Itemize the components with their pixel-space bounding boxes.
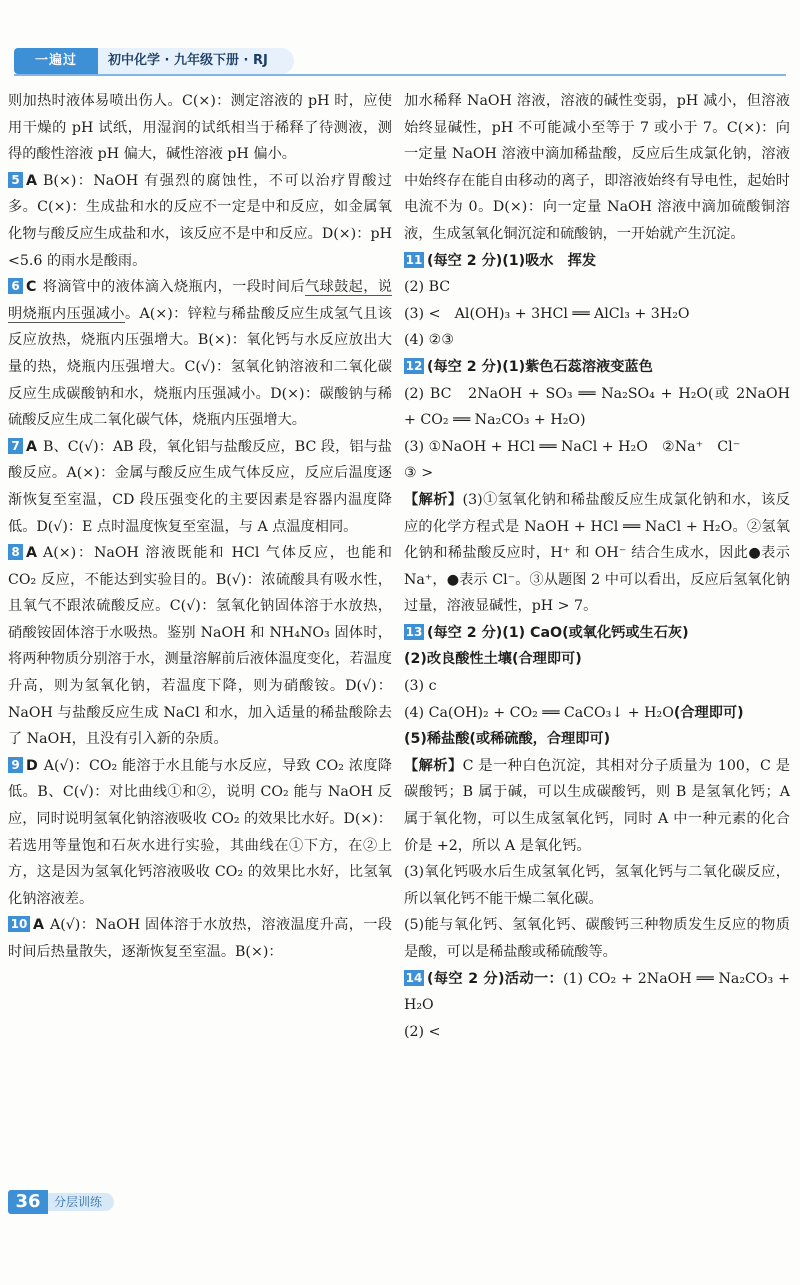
analysis-paragraph: 【解析】C 是一种白色沉淀，其相对分子质量为 100，C 是碳酸钙；B 属于碱，可以生成碳酸钙，则 B 是氢氧化钙；A 属于氧化物，可以生成氢氧化钙，同时 A 中一种元素的化合价是 +2，所以 A 是氧化钙。	[404, 757, 790, 854]
answer-line: (2)改良酸性土壤(合理即可)	[404, 651, 582, 668]
page-header	[14, 44, 786, 78]
answer-line: (3) ①NaOH + HCl ══ NaCl + H₂O ②Na⁺ Cl⁻	[404, 438, 741, 455]
analysis-paragraph: (3)氧化钙吸水后生成氢氧化钙，氢氧化钙与二氧化碳反应，所以氧化钙不能干燥二氧化碳。	[404, 864, 790, 907]
underlined-text: 气球鼓起，说明烧瓶内压强减小	[8, 279, 392, 322]
answer-item-11: 11 (每空 2 分)(1)吸水 挥发	[405, 252, 597, 269]
answer-line: (3) c	[404, 678, 437, 695]
question-number: 12	[405, 358, 423, 373]
brand-logo: 一遍过	[14, 48, 98, 74]
question-number: 6	[8, 278, 23, 294]
answer-choice: D	[26, 757, 38, 774]
answer-choice: A	[26, 172, 37, 189]
answer-choice: A	[26, 545, 37, 562]
answer-item-10: 10 A A(√)：NaOH 固体溶于水放热，溶液温度升高，一段时间后热量散失，逐渐恢复至室温。B(×)：	[8, 917, 392, 960]
question-number: 7	[8, 438, 23, 454]
analysis-paragraph: 【解析】(3)①氢氧化钠和稀盐酸反应生成氯化钠和水，该反应的化学方程式是 NaOH + HCl ══ NaCl + H₂O。②氢氧化钠和稀盐酸反应时，H⁺ 和 OH⁻ 结合生成水，因此●表示 Na⁺，●表示 Cl⁻。③从题图 2 中可以看出，反应后氢氧化钠过量，溶液显碱性，pH > 7。	[404, 491, 790, 615]
page-number: 36	[8, 1190, 48, 1214]
answer-line: (2) <	[404, 1023, 441, 1040]
page-footer	[8, 1190, 208, 1214]
answer-item-8: 8 A A(×)：NaOH 溶液既能和 HCl 气体反应，也能和 CO₂ 反应，不能达到实验目的。B(√)：浓硫酸具有吸水性，且氧气不跟浓硫酸反应。C(√)：氢氧化钠固体溶于水放热，硝酸铵固体溶于水吸热。鉴别 NaOH 和 NH₄NO₃ 固体时，将两种物质分别溶于水，测量溶解前后液体温度变化，若温度升高，则为氢氧化钠，若温度下降，则为硝酸铵。D(√)：NaOH 与盐酸反应生成 NaCl 和水，加入适量的稀盐酸除去了 NaOH，且没有引入新的杂质。	[8, 545, 392, 748]
answer-item-7: 7 A B、C(√)：AB 段，氧化铝与盐酸反应，BC 段，铝与盐酸反应。A(×)：金属与酸反应生成气体反应，反应后温度逐渐恢复至室温，CD 段压强变化的主要因素是容器内温度降低。D(√)：E 点时温度恢复至室温，与 A 点温度相同。	[8, 438, 392, 535]
answer-line: (5)稀盐酸(或稀硫酸，合理即可)	[404, 731, 611, 748]
left-column	[8, 88, 392, 966]
header-divider	[14, 74, 786, 76]
analysis-paragraph: (5)能与氧化钙、氢氧化钙、碳酸钙三种物质发生反应的物质是酸，可以是稀盐酸或稀硫酸等。	[404, 917, 790, 960]
answer-choice: A	[26, 438, 37, 455]
paragraph-continued: 则加热时液体易喷出伤人。C(×)：测定溶液的 pH 时，应使用干燥的 pH 试纸，用湿润的试纸相当于稀释了待测液，测得的酸性溶液 pH 偏大，碱性溶液 pH 偏小。	[8, 93, 392, 163]
answer-choice: C	[26, 279, 37, 296]
question-number: 14	[405, 970, 423, 985]
answer-line: (4) ②③	[404, 332, 455, 349]
answer-item-6: 6 C 将滴管中的液体滴入烧瓶内，一段时间后气球鼓起，说明烧瓶内压强减小。A(×)：锌粒与稀盐酸反应生成氢气且该反应放热，烧瓶内压强增大。B(×)：氧化钙与水反应放出大量的热，烧瓶内压强增大。C(√)：氢氧化钠溶液和二氧化碳反应生成碳酸钠和水，烧瓶内压强减小。D(×)：碳酸钠与稀硫酸反应生成二氧化碳气体，烧瓶内压强增大。	[8, 279, 392, 429]
subject-title: 初中化学 · 九年级下册 · RJ	[98, 48, 294, 74]
answer-line: (2) BC 2NaOH + SO₃ ══ Na₂SO₄ + H₂O(或 2NaOH + CO₂ ══ Na₂CO₃ + H₂O)	[404, 385, 790, 429]
question-number: 13	[405, 624, 423, 639]
paragraph-continued: 加水稀释 NaOH 溶液，溶液的碱性变弱，pH 减小，但溶液始终显碱性，pH 不可能减小至等于 7 或小于 7。C(×)：向一定量 NaOH 溶液中滴加稀盐酸，反应后生成氯化钠，溶液中始终存在能自由移动的离子，即溶液始终有导电性，起始时电流不为 0。D(×)：向一定量 NaOH 溶液中滴加硫酸铜溶液，生成氢氧化铜沉淀和硫酸钠，一开始就产生沉淀。	[404, 93, 790, 242]
answer-line: (4) Ca(OH)₂ + CO₂ ══ CaCO₃↓ + H₂O(合理即可)	[404, 704, 744, 721]
answer-item-14: 14 (每空 2 分)活动一：(1) CO₂ + 2NaOH ══ Na₂CO₃ + H₂O	[404, 970, 790, 1014]
question-number: 8	[8, 544, 23, 560]
right-column	[404, 88, 790, 1045]
answer-item-5: 5 A B(×)：NaOH 有强烈的腐蚀性，不可以治疗胃酸过多。C(×)：生成盐和水的反应不一定是中和反应，如金属氧化物与酸反应生成盐和水，该反应不是中和反应。D(×)：pH <5.6 的雨水是酸雨。	[8, 172, 392, 269]
question-number: 5	[8, 172, 23, 188]
question-number: 9	[8, 757, 23, 773]
answer-item-9: 9 D A(√)：CO₂ 能溶于水且能与水反应，导致 CO₂ 浓度降低。B、C(√)：对比曲线①和②，说明 CO₂ 能与 NaOH 反应，同时说明氢氧化钠溶液吸收 CO₂ 的效果比水好。D(×)：若选用等量饱和石灰水进行实验，其曲线在①下方，在②上方，这是因为氢氧化钙溶液吸收 CO₂ 的效果比水好，比氢氧化钠溶液差。	[8, 757, 392, 907]
series-label: 分层训练	[48, 1193, 114, 1211]
answer-line: (2) BC	[404, 279, 451, 296]
answer-item-13: 13 (每空 2 分)(1) CaO(或氧化钙或生石灰)	[405, 624, 689, 641]
answer-choice: A	[33, 917, 44, 934]
answer-line: (3) < Al(OH)₃ + 3HCl ══ AlCl₃ + 3H₂O	[404, 305, 690, 322]
answer-line: ③ >	[404, 465, 434, 482]
question-number: 11	[405, 252, 423, 267]
question-number: 10	[8, 916, 30, 932]
answer-item-12: 12 (每空 2 分)(1)紫色石蕊溶液变蓝色	[405, 358, 653, 375]
